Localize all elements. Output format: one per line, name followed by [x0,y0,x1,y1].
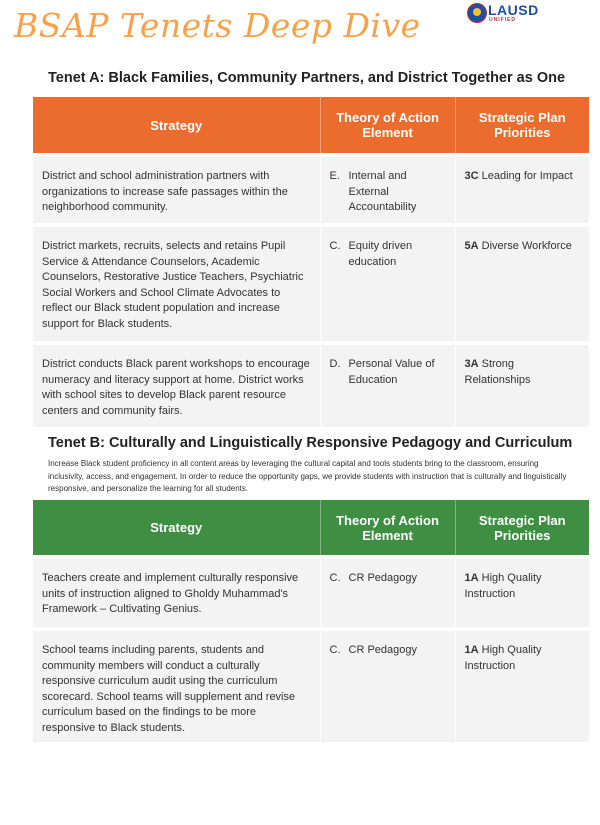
tenet-a-heading: Tenet A: Black Families, Community Partners, and District Together as One [48,70,566,86]
strategy-cell: School teams including parents, students and community members will conduct a culturally responsive curriculum audit using the curriculum scorecard. School teams will supplement and revise curriculum based on the findings to be more responsive to Black students. [33,629,320,742]
element-letter: D. [329,358,341,370]
table-row [33,629,589,742]
priority-text: High Quality Instruction [464,572,542,600]
strategy-cell: District and school administration partners with organizations to increase safe passages within the neighborhood community. [33,155,320,225]
column-header-strategy: Strategy [33,500,320,557]
table-header-row [33,500,589,557]
element-cell [320,629,455,742]
priority-cell [455,557,589,629]
logo-subtext: UNIFIED [489,17,516,23]
element-letter: C. [329,644,341,656]
strategy-cell: District markets, recruits, selects and retains Pupil Service & Attendance Counselors, Academic Counselors, Restorative Justice Teachers, Psychiatric Social Workers and School Climate Advocates to reflect our Black student population and increase support for Black students. [33,225,320,343]
element-text: CR Pedagogy [348,572,417,584]
tenet-b-description: Increase Black student proficiency in all content areas by leveraging the cultural capital and tools students bring to the classroom, ensuring inclusivity, access, and engagement. In order to reduce the opportunity gaps, we provide students with instruction that is culturally and linguistically responsive, and personalize the learning for all students. [48,459,567,493]
priority-code: 3A [464,358,479,370]
table-header-row [33,97,589,155]
page-title: BSAP Tenets Deep Dive [14,6,421,45]
priority-cell [455,343,589,427]
element-text: Equity driven education [348,240,413,268]
priority-cell [455,155,589,225]
element-letter: E. [329,170,340,182]
column-header-theory-element: Theory of Action Element [320,97,455,155]
table-row [33,557,589,629]
element-letter: C. [329,240,341,252]
tenet-b-heading: Tenet B: Culturally and Linguistically Responsive Pedagogy and Curriculum [48,435,573,451]
element-text: Internal and External Accountability [348,170,417,213]
priority-cell [455,225,589,343]
priority-cell [455,629,589,742]
tenet-a-table [33,97,589,427]
priority-code: 5A [464,240,479,252]
element-cell [320,155,455,225]
strategy-cell: Teachers create and implement culturally responsive units of instruction aligned to Gholdy Muhammad's Framework – Cultivating Genius. [33,557,320,629]
tenet-b-table [33,500,589,742]
element-text: Personal Value of Education [348,358,435,386]
lausd-logo [467,2,541,26]
table-row [33,343,589,427]
priority-code: 3C [464,170,479,182]
table-row [33,155,589,225]
element-cell [320,557,455,629]
district-seal-icon [467,3,487,23]
priority-text: Diverse Workforce [481,240,572,252]
column-header-theory-element: Theory of Action Element [320,500,455,557]
priority-code: 1A [464,644,479,656]
priority-text: High Quality Instruction [464,644,542,672]
element-text: CR Pedagogy [348,644,417,656]
logo-text: LAUSD [488,2,539,18]
column-header-strategy: Strategy [33,97,320,155]
priority-code: 1A [464,572,479,584]
element-cell [320,343,455,427]
column-header-priorities: Strategic Plan Priorities [455,97,589,155]
element-letter: C. [329,572,341,584]
priority-text: Strong Relationships [464,358,531,386]
element-cell [320,225,455,343]
strategy-cell: District conducts Black parent workshops to encourage numeracy and literacy support at home. District works with school sites to develop Black parent resource centers and community fairs. [33,343,320,427]
column-header-priorities: Strategic Plan Priorities [455,500,589,557]
priority-text: Leading for Impact [481,170,573,182]
table-row [33,225,589,343]
